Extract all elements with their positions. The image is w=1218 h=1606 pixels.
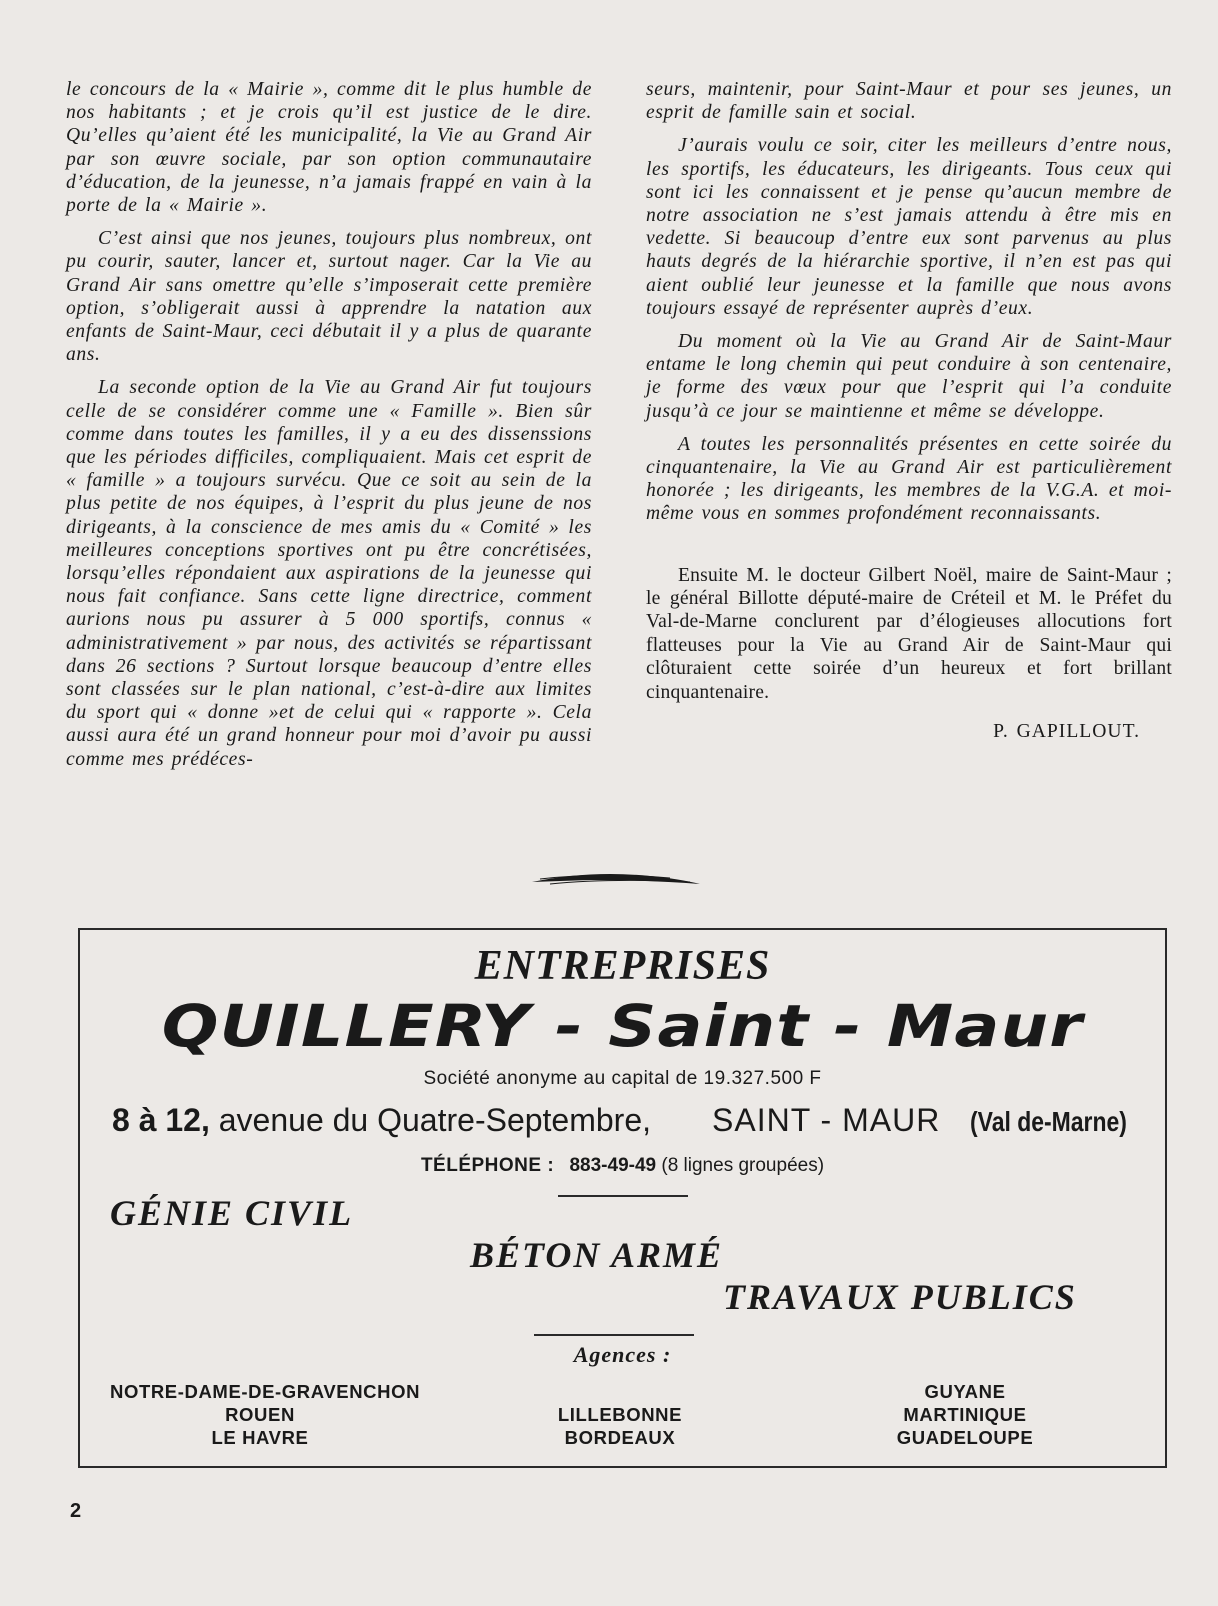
ad-divider xyxy=(534,1334,694,1336)
ad-phone-label: TÉLÉPHONE : xyxy=(420,1155,555,1176)
agency-name: LE HAVRE xyxy=(211,1427,309,1448)
agency-name: GUADELOUPE xyxy=(896,1427,1034,1448)
ad-phone xyxy=(80,1155,1165,1177)
ad-agencies-column xyxy=(850,1380,1080,1449)
page-number: 2 xyxy=(70,1500,82,1522)
ad-capital: Société anonyme au capital de 19.327.500 F xyxy=(423,1068,822,1089)
article-paragraph: A toutes les personnalités présentes en cette soirée du cinquantenaire, la Vie au Grand Air est particulièrement honorée ; les dirigeants, les membres de la V.G.A. et moi-même vous en sommes profondément reconnaissants. xyxy=(646,433,1172,525)
closing-paragraph: Ensuite M. le docteur Gilbert Noël, maire de Saint-Maur ; le général Billotte député-maire de Créteil et M. le Préfet du Val-de-Marne conclurent par d’élogieuses allocutions fort flatteuses pour la Vie au Grand Air de Saint-Maur qui clôturaient cette soirée d’un heureux et fort brillant cinquantenaire. xyxy=(646,564,1172,703)
ad-address xyxy=(112,1102,651,1139)
article-paragraph: le concours de la « Mairie », comme dit le plus humble de nos habitants ; et je crois qu’il est justice de le dire. Qu’elles qu’aient été les municipalité, la Vie au Grand Air par son œuvre sociale, par son option communautaire d’éducation, de la jeunesse, n’a jamais frappé en vain à la porte de la « Mairie ». xyxy=(66,79,592,217)
advertisement xyxy=(78,928,1167,1468)
article-paragraph: Du moment où la Vie au Grand Air de Saint-Maur entame le long chemin qui peut conduire à son centenaire, je forme des vœux pour que l’esprit qui l’a conduite jusqu’à ce jour se maintienne et même se développe. xyxy=(646,331,1172,422)
ad-agencies-column xyxy=(110,1380,421,1449)
ad-company-name: QUILLERY - Saint - Maur xyxy=(161,992,1084,1060)
author-signature: P. GAPILLOUT. xyxy=(993,721,1140,743)
ad-address-street: avenue du Quatre-Septembre, xyxy=(218,1102,652,1138)
ad-agencies-column xyxy=(520,1403,720,1449)
ad-region: (Val de-Marne) xyxy=(970,1106,1127,1137)
ad-service-beton-arme: BÉTON ARMÉ xyxy=(470,1235,724,1275)
agency-name: BORDEAUX xyxy=(564,1427,676,1448)
ornament-divider-icon xyxy=(530,868,702,888)
article-paragraph: seurs, maintenir, pour Saint-Maur et pour ses jeunes, un esprit de famille sain et social. xyxy=(646,79,1172,124)
ad-service-genie-civil: GÉNIE CIVIL xyxy=(110,1193,354,1233)
agency-name: GUYANE xyxy=(924,1381,1006,1402)
ad-agencies-label: Agences : xyxy=(573,1342,672,1367)
article-paragraph: La seconde option de la Vie au Grand Air fut toujours celle de se considérer comme une « Famille ». Bien sûr comme dans toutes les familles, il y a eu des dissenssions que les périodes difficiles, compliquaient. Mais cet esprit de « famille » a toujours survécu. Que ce soit au sein de la plus petite de nos équipes, à l’esprit du plus jeune de nos dirigeants, à la conscience de mes amis du « Comité » les meilleures conceptions sportives ont pu être concrétisées, lorsqu’elles répondaient aux aspirations de la jeunesse qui nous fait confiance. Sans cette ligne directrice, comment aurions nous pu assurer à 5 000 sportifs, connus « administrativement » par nous, des activités se répartissant dans 26 sections ? Surtout lorsque beaucoup d’entre elles sont classées sur le plan national, c’est-à-dire aux limites du sport qui « donne »et de celui qui « rapporte ». Cela aussi aura été un grand honneur pour moi d’avoir pu aussi comme mes prédéces- xyxy=(66,377,592,770)
agency-name: MARTINIQUE xyxy=(903,1404,1027,1425)
article-left-column xyxy=(66,78,592,781)
ad-city: SAINT - MAUR xyxy=(712,1102,941,1138)
article-paragraph: C’est ainsi que nos jeunes, toujours plus nombreux, ont pu courir, sauter, lancer et, surtout nager. Car la Vie au Grand Air sans omettre qu’elle s’imposerait cette première option, s’obligerait aussi à apprendre la natation aux enfants de Saint-Maur, ceci débutait il y a plus de quarante ans. xyxy=(66,228,592,366)
agency-name: ROUEN xyxy=(225,1404,295,1425)
agency-name: LILLEBONNE xyxy=(557,1404,683,1425)
ad-phone-number: 883-49-49 xyxy=(569,1155,657,1176)
ad-divider xyxy=(558,1195,688,1197)
ad-address-number: 8 à 12, xyxy=(112,1102,210,1138)
agency-name: NOTRE-DAME-DE-GRAVENCHON xyxy=(110,1381,421,1402)
ad-header: ENTREPRISES xyxy=(474,943,771,989)
article-right-column xyxy=(646,78,1172,753)
ad-service-travaux-publics: TRAVAUX PUBLICS xyxy=(723,1277,1077,1317)
article-paragraph: J’aurais voulu ce soir, citer les meilleurs d’entre nous, les sportifs, les éducateurs, les dirigeants. Tous ceux qui sont ici les connaissent et je pense qu’aucun membre de notre association ne s’est jamais attendu à être mis en vedette. Si beaucoup d’entre eux sont parvenus au plus hauts degrés de la hiérarchie sportive, il n’en est pas qui aient oublié leur jeunesse et la famille que nous avons toujours essayé de représenter auprès d’eux. xyxy=(646,135,1172,319)
ad-phone-note: (8 lignes groupées) xyxy=(661,1155,825,1176)
